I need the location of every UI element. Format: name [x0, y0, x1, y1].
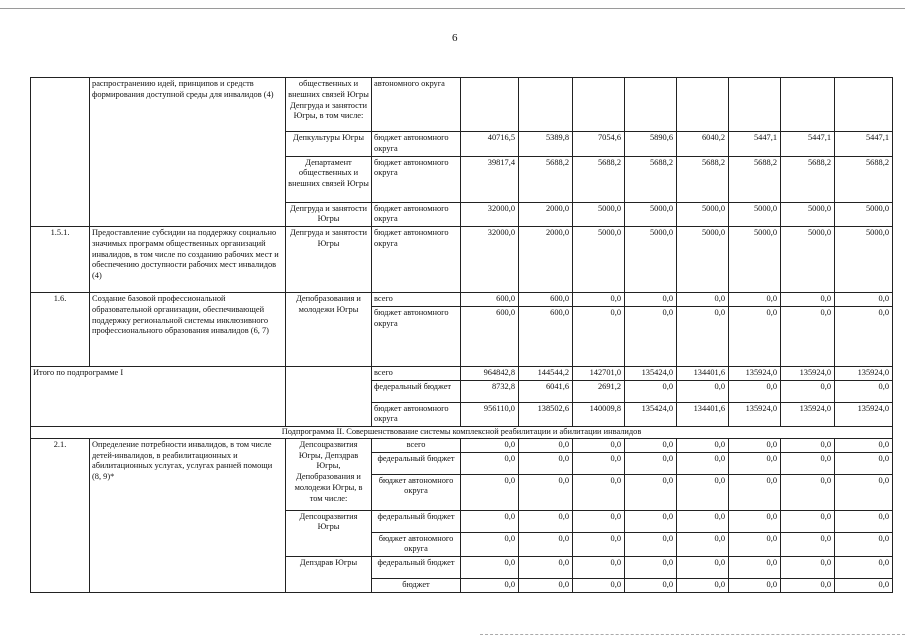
value-cell: 0,0 [677, 452, 729, 474]
value-cell: 5688,2 [573, 156, 625, 202]
value-cell: 5000,0 [729, 227, 781, 293]
value-cell: 5389,8 [519, 132, 573, 157]
value-cell: 0,0 [625, 532, 677, 557]
value-cell: 0,0 [573, 293, 625, 307]
value-cell: 135924,0 [729, 402, 781, 427]
value-cell: 138502,6 [519, 402, 573, 427]
code-cell: 1.6. [31, 293, 90, 367]
value-cell: 964842,8 [461, 366, 519, 380]
executor-cell: Депсоцразвития Югры, Депздрав Югры, Депобразования и молодежи Югры, в том числе: [286, 438, 372, 510]
measure-name-cell: распространению идей, принципов и средств формирования доступной среды для инвалидов (4) [90, 78, 286, 227]
scan-edge-top [0, 8, 905, 9]
value-cell: 142701,0 [573, 366, 625, 380]
value-cell [573, 78, 625, 132]
value-cell: 5688,2 [729, 156, 781, 202]
value-cell: 0,0 [835, 306, 893, 366]
value-cell: 0,0 [677, 579, 729, 593]
value-cell: 0,0 [677, 293, 729, 307]
value-cell: 0,0 [625, 474, 677, 510]
value-cell: 0,0 [729, 579, 781, 593]
value-cell: 5688,2 [781, 156, 835, 202]
value-cell: 600,0 [519, 293, 573, 307]
value-cell: 0,0 [677, 306, 729, 366]
value-cell: 0,0 [625, 557, 677, 579]
value-cell: 0,0 [519, 579, 573, 593]
value-cell: 0,0 [573, 557, 625, 579]
value-cell: 0,0 [835, 510, 893, 532]
value-cell: 6040,2 [677, 132, 729, 157]
value-cell: 0,0 [781, 452, 835, 474]
funding-source-cell: бюджет автономного округа [372, 474, 461, 510]
value-cell: 0,0 [835, 438, 893, 452]
value-cell: 0,0 [835, 380, 893, 402]
value-cell: 0,0 [835, 293, 893, 307]
table-row [31, 227, 893, 293]
value-cell: 0,0 [677, 474, 729, 510]
page-number: 6 [452, 32, 458, 44]
value-cell [519, 78, 573, 132]
value-cell: 5688,2 [677, 156, 729, 202]
value-cell [781, 78, 835, 132]
table-row [31, 293, 893, 307]
value-cell: 5000,0 [677, 202, 729, 227]
value-cell: 0,0 [625, 510, 677, 532]
table-row [31, 427, 893, 439]
value-cell: 0,0 [519, 510, 573, 532]
value-cell: 0,0 [781, 306, 835, 366]
funding-source-cell: бюджет автономного округа [372, 156, 461, 202]
value-cell: 0,0 [781, 510, 835, 532]
value-cell: 5000,0 [625, 227, 677, 293]
value-cell [625, 78, 677, 132]
value-cell: 0,0 [729, 557, 781, 579]
value-cell: 6041,6 [519, 380, 573, 402]
section-title-cell: Подпрограмма II. Совершенствование системы комплексной реабилитации и абилитации инвалидов [31, 427, 893, 439]
value-cell: 0,0 [461, 452, 519, 474]
value-cell: 0,0 [835, 557, 893, 579]
subtotal-label-cell: Итого по подпрограмме I [31, 366, 286, 426]
executor-cell: общественных и внешних связей Югры Депгруда и занятости Югры, в том числе: [286, 78, 372, 132]
value-cell: 0,0 [729, 532, 781, 557]
measure-name-cell: Создание базовой профессиональной образовательной организации, обеспечивающей поддержку региональной системы инклюзивного профессионального образования инвалидов (6, 7) [90, 293, 286, 367]
value-cell: 40716,5 [461, 132, 519, 157]
value-cell: 0,0 [461, 510, 519, 532]
value-cell: 0,0 [573, 510, 625, 532]
value-cell: 0,0 [461, 438, 519, 452]
executor-cell: Депздрав Югры [286, 557, 372, 593]
value-cell: 0,0 [461, 532, 519, 557]
code-cell [31, 78, 90, 227]
value-cell: 5447,1 [729, 132, 781, 157]
executor-cell [286, 366, 372, 426]
value-cell: 135924,0 [835, 402, 893, 427]
value-cell: 2691,2 [573, 380, 625, 402]
executor-cell: Департамент общественных и внешних связей Югры [286, 156, 372, 202]
value-cell: 5000,0 [781, 202, 835, 227]
funding-source-cell: автономного округа [372, 78, 461, 132]
value-cell: 135424,0 [625, 402, 677, 427]
value-cell: 0,0 [573, 452, 625, 474]
funding-source-cell: бюджет автономного округа [372, 532, 461, 557]
value-cell: 0,0 [677, 438, 729, 452]
value-cell: 0,0 [729, 438, 781, 452]
value-cell: 0,0 [835, 452, 893, 474]
funding-source-cell: всего [372, 438, 461, 452]
value-cell: 5000,0 [835, 227, 893, 293]
funding-source-cell: федеральный бюджет [372, 452, 461, 474]
value-cell: 140009,8 [573, 402, 625, 427]
executor-cell: Депсоцразвития Югры [286, 510, 372, 557]
value-cell: 0,0 [781, 293, 835, 307]
value-cell: 39817,4 [461, 156, 519, 202]
value-cell: 134401,6 [677, 402, 729, 427]
value-cell: 0,0 [729, 306, 781, 366]
funding-source-cell: федеральный бюджет [372, 557, 461, 579]
value-cell: 0,0 [729, 293, 781, 307]
value-cell: 0,0 [519, 438, 573, 452]
value-cell: 0,0 [573, 579, 625, 593]
value-cell: 0,0 [625, 293, 677, 307]
value-cell: 5000,0 [835, 202, 893, 227]
value-cell [835, 78, 893, 132]
funding-source-cell: бюджет автономного округа [372, 402, 461, 427]
executor-cell: Депгруда и занятости Югры [286, 202, 372, 227]
value-cell: 0,0 [729, 452, 781, 474]
value-cell: 0,0 [835, 579, 893, 593]
value-cell: 0,0 [781, 474, 835, 510]
funding-source-cell: всего [372, 293, 461, 307]
table-row [31, 438, 893, 452]
value-cell [461, 78, 519, 132]
value-cell: 0,0 [519, 474, 573, 510]
value-cell: 5688,2 [835, 156, 893, 202]
value-cell: 0,0 [677, 557, 729, 579]
value-cell: 135924,0 [781, 366, 835, 380]
value-cell: 0,0 [781, 557, 835, 579]
funding-source-cell: бюджет автономного округа [372, 132, 461, 157]
value-cell: 5000,0 [781, 227, 835, 293]
value-cell: 0,0 [781, 380, 835, 402]
value-cell: 0,0 [835, 532, 893, 557]
value-cell: 0,0 [729, 380, 781, 402]
value-cell: 0,0 [461, 557, 519, 579]
value-cell: 0,0 [625, 438, 677, 452]
table-body [31, 78, 893, 593]
funding-source-cell: бюджет [372, 579, 461, 593]
value-cell: 5000,0 [729, 202, 781, 227]
value-cell: 8732,8 [461, 380, 519, 402]
value-cell: 0,0 [573, 532, 625, 557]
value-cell: 600,0 [519, 306, 573, 366]
value-cell: 32000,0 [461, 227, 519, 293]
value-cell: 144544,2 [519, 366, 573, 380]
value-cell: 2000,0 [519, 202, 573, 227]
value-cell: 2000,0 [519, 227, 573, 293]
value-cell: 5000,0 [625, 202, 677, 227]
value-cell: 0,0 [519, 532, 573, 557]
value-cell: 0,0 [625, 380, 677, 402]
value-cell: 600,0 [461, 293, 519, 307]
code-cell: 2.1. [31, 438, 90, 592]
value-cell: 0,0 [573, 306, 625, 366]
executor-cell: Депкультуры Югры [286, 132, 372, 157]
table-row [31, 78, 893, 132]
value-cell: 0,0 [573, 438, 625, 452]
value-cell: 5688,2 [519, 156, 573, 202]
value-cell: 32000,0 [461, 202, 519, 227]
funding-source-cell: федеральный бюджет [372, 380, 461, 402]
value-cell: 7054,6 [573, 132, 625, 157]
value-cell: 135424,0 [625, 366, 677, 380]
value-cell: 0,0 [781, 579, 835, 593]
value-cell [677, 78, 729, 132]
value-cell: 0,0 [729, 510, 781, 532]
value-cell: 0,0 [677, 510, 729, 532]
value-cell: 5000,0 [677, 227, 729, 293]
value-cell: 135924,0 [835, 366, 893, 380]
value-cell: 135924,0 [729, 366, 781, 380]
value-cell: 0,0 [625, 579, 677, 593]
funding-source-cell: бюджет автономного округа [372, 306, 461, 366]
value-cell: 0,0 [461, 579, 519, 593]
value-cell: 0,0 [677, 380, 729, 402]
measure-name-cell: Предоставление субсидии на поддержку социально значимых программ общественных организаций инвалидов, в том числе по созданию рабочих мест и обеспечению доступности рабочих мест инвалидов (4) [90, 227, 286, 293]
value-cell: 0,0 [835, 474, 893, 510]
measure-name-cell: Определение потребности инвалидов, в том числе детей-инвалидов, в реабилитационных и абилитационных услугах, услугах ранней помощи (8, 9)* [90, 438, 286, 592]
code-cell: 1.5.1. [31, 227, 90, 293]
value-cell: 0,0 [519, 452, 573, 474]
scan-edge-bottom [480, 634, 905, 635]
funding-source-cell: бюджет автономного округа [372, 202, 461, 227]
funding-source-cell: бюджет автономного округа [372, 227, 461, 293]
value-cell: 0,0 [519, 557, 573, 579]
executor-cell: Депобразования и молодежи Югры [286, 293, 372, 367]
value-cell: 0,0 [677, 532, 729, 557]
value-cell: 5447,1 [781, 132, 835, 157]
value-cell: 0,0 [625, 306, 677, 366]
value-cell: 0,0 [625, 452, 677, 474]
value-cell: 5688,2 [625, 156, 677, 202]
value-cell: 0,0 [573, 474, 625, 510]
program-table [30, 77, 893, 593]
value-cell: 134401,6 [677, 366, 729, 380]
value-cell: 5447,1 [835, 132, 893, 157]
value-cell: 0,0 [781, 438, 835, 452]
executor-cell: Депгруда и занятости Югры [286, 227, 372, 293]
value-cell: 135924,0 [781, 402, 835, 427]
value-cell: 0,0 [781, 532, 835, 557]
value-cell: 0,0 [729, 474, 781, 510]
table-row [31, 366, 893, 380]
funding-source-cell: всего [372, 366, 461, 380]
value-cell: 5890,6 [625, 132, 677, 157]
value-cell [729, 78, 781, 132]
value-cell: 5000,0 [573, 202, 625, 227]
value-cell: 600,0 [461, 306, 519, 366]
value-cell: 956110,0 [461, 402, 519, 427]
funding-source-cell: федеральный бюджет [372, 510, 461, 532]
value-cell: 5000,0 [573, 227, 625, 293]
value-cell: 0,0 [461, 474, 519, 510]
